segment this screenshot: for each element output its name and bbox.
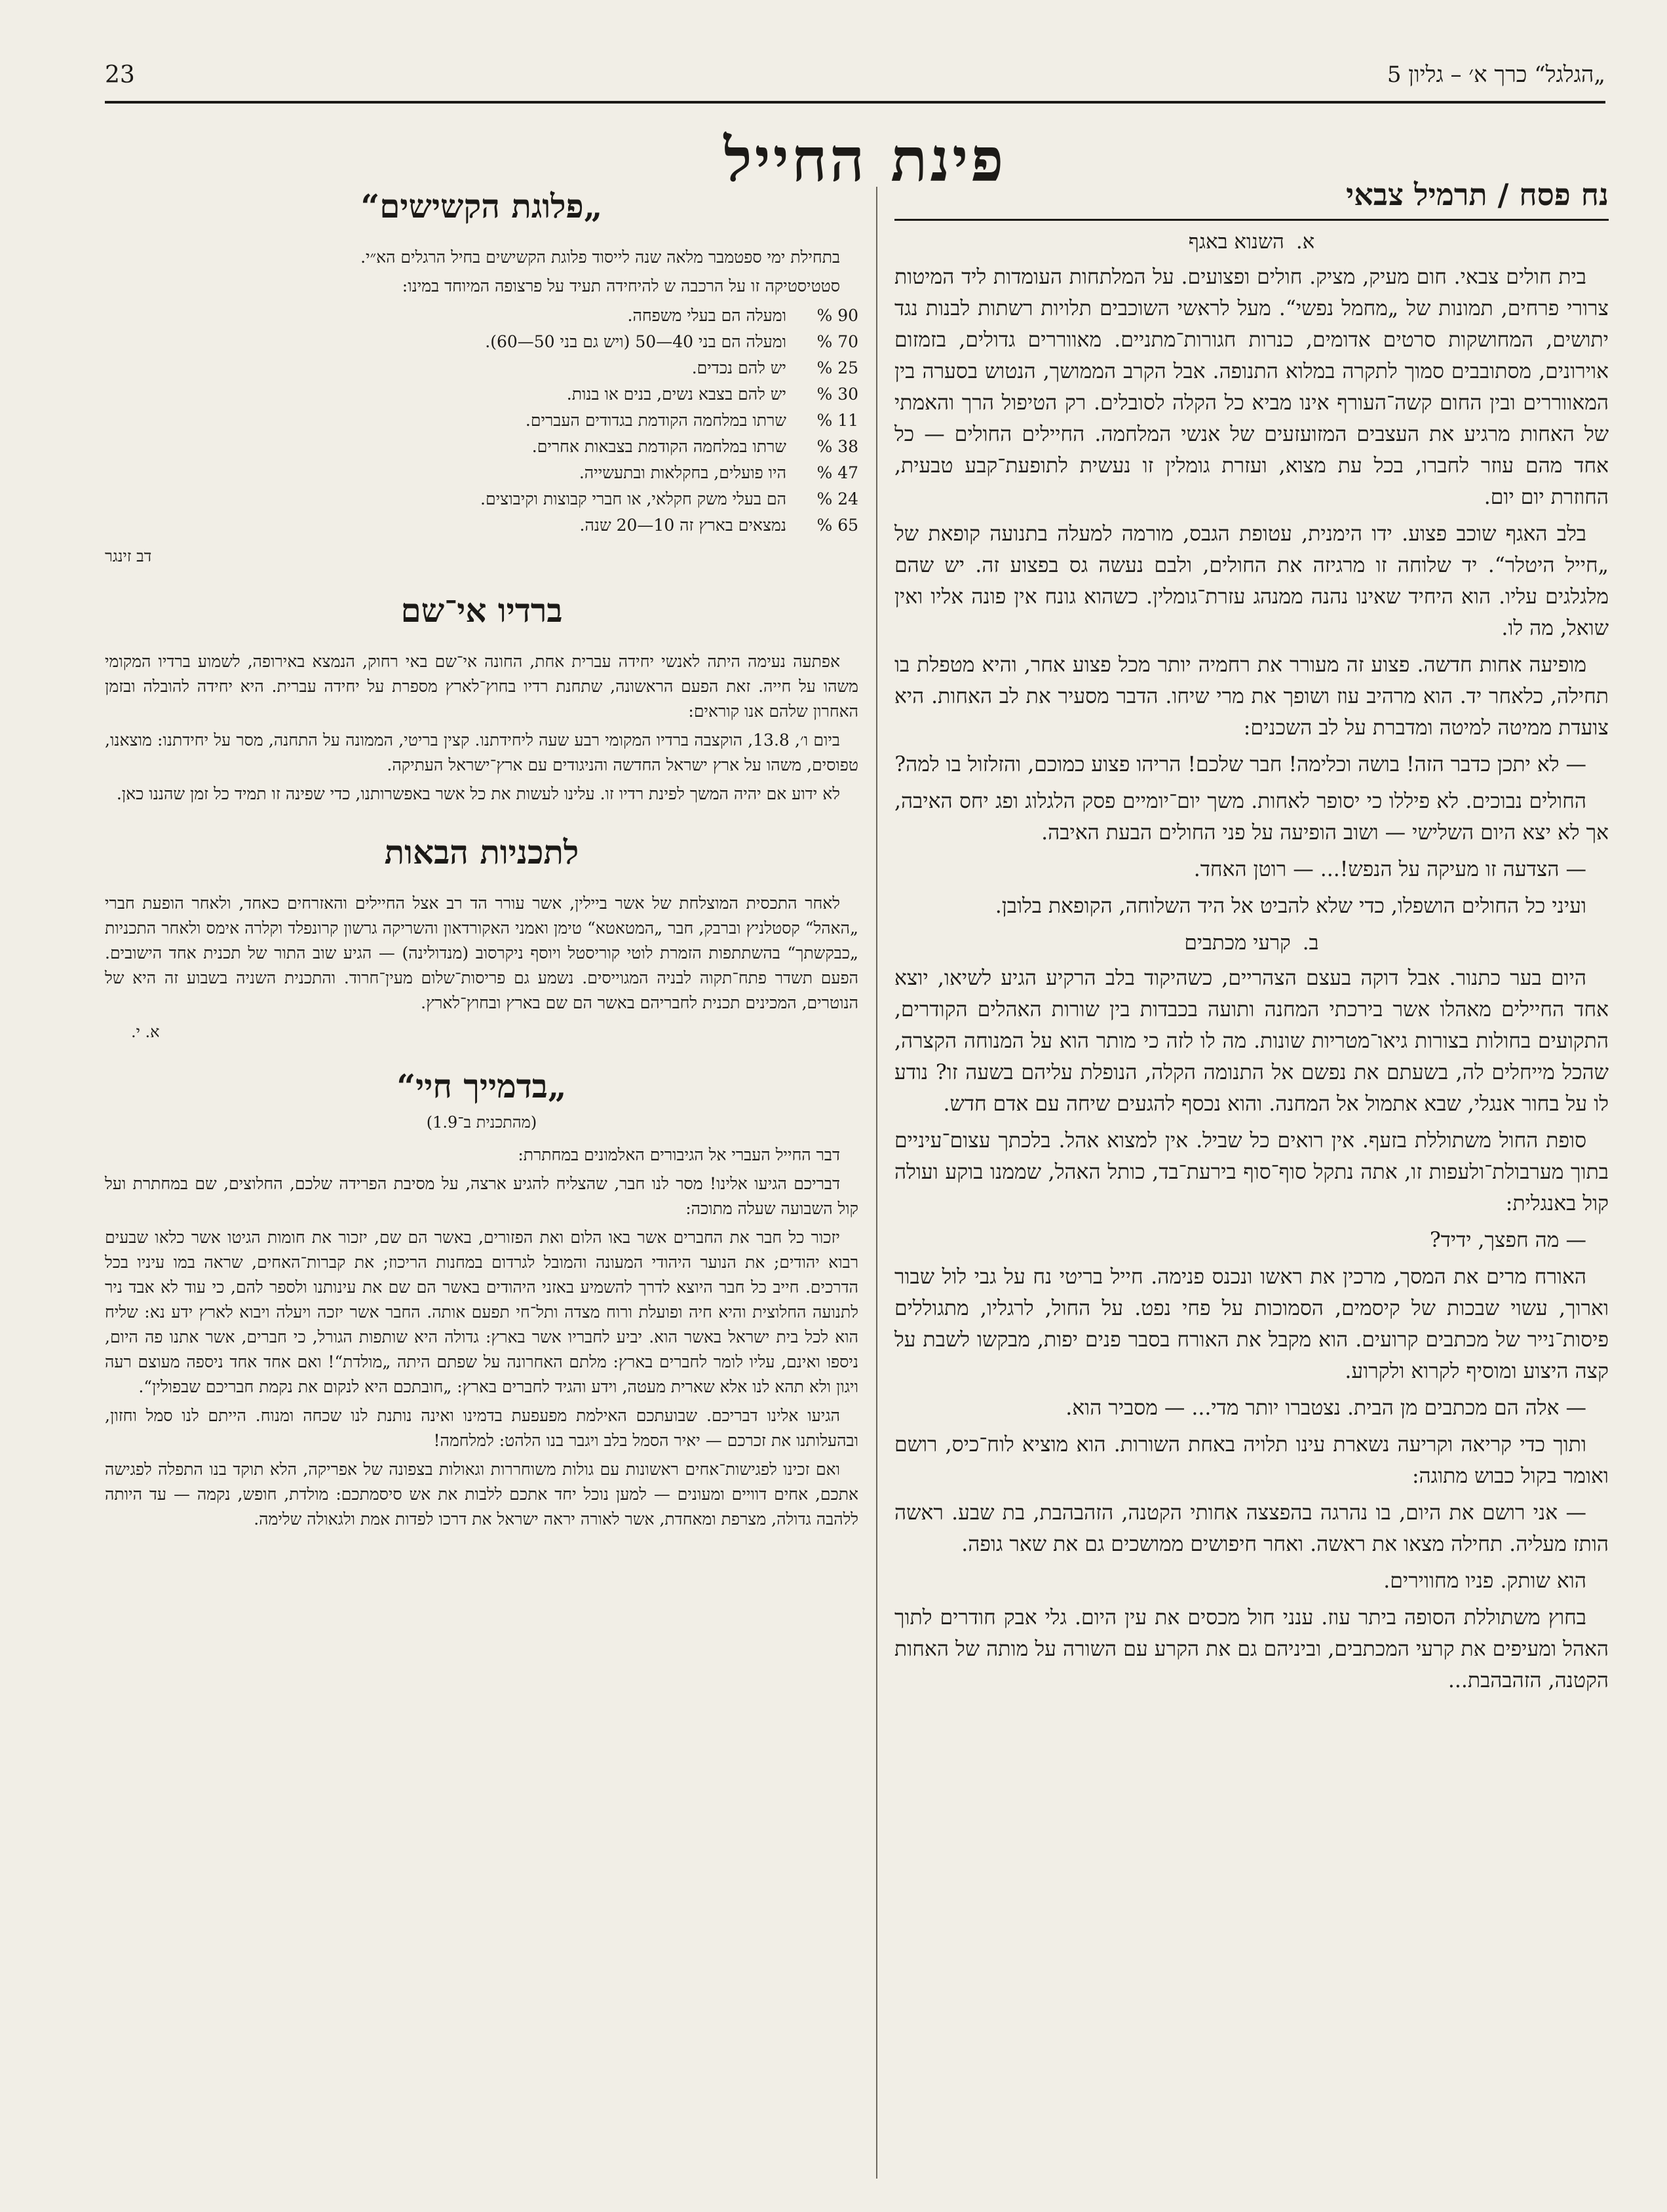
section-b-heading: [894, 931, 1609, 955]
stat-text: שרתו במלחמה הקודמת בגדודים העברים.: [525, 411, 786, 430]
section-b-title: קרעי מכתבים: [1184, 931, 1291, 955]
elders-article: [105, 245, 858, 569]
stat-text: שרתו במלחמה הקודמת בצבאות אחרים.: [531, 437, 786, 456]
section-a-body: [894, 261, 1609, 922]
column-divider: [876, 187, 877, 2179]
section-a-heading: [894, 230, 1609, 254]
page-number: 23: [105, 62, 135, 88]
paragraph: — לא יתכן כדבר הזה! בושה וכלימה! חבר שלכם! הריהו פצוע כמוכם, והזלזול בו למה?: [894, 753, 1586, 776]
paragraph: יזכור כל חבר את החברים אשר באו הלום ואת הפזורים, באשר הם שם, יזכור את חומות הגיטו אשר כלאו שבעים רבוא יהודים; את הנוער היהודי המעונה והמובל לגרדום במחנות הריכוז; את קברות־האחים, שראה במו עיניו בכל הדרכים. חייב כל חבר היוצא לדרך להשמיע באזני היהודים באשר הם שם את עינותנו ולספר להם, כי עוד לא אבד ניר לתנועה החלוצית והיא חיה ופועלת ורוח מצדה ותל־חי תפעם אותה. החבר אשר יזכה ויעלה ויבוא לארץ ידע נא: שליח הוא לכל בית ישראל באשר הוא. יביע לחבריו אשר בארץ: גדולה היא שותפות הגורל, כי חברים, אשר אתנו פה היום, ניספו ואינם, עליו לומר לחברים בארץ: מלתם האחרונה על שפתם היתה „מולדת“! ואם אחד אחד ניספה מעוצם רעה ויגון ולא תהא לנו אלא שארית מעטה, וידע והגיד לחברים בארץ: „חובתכם היא לנקום את נקמת חבריכם שבפולין“.: [105, 1228, 858, 1396]
stat-text: יש להם בצבא נשים, בנים או בנות.: [566, 385, 786, 404]
stat-percent: 30 %: [816, 385, 858, 404]
stat-percent: 47 %: [816, 463, 858, 482]
paragraph: אפתעה נעימה היתה לאנשי יחידה עברית אחת, החונה אי־שם באי רחוק, הנמצא באירופה, לשמוע ברדיו המקומי משהו על חייה. זאת הפעם הראשונה, שתחנת רדיו בחוץ־לארץ מספרת על יחידה עברית. היא יחידה להובלה ובזמן האחרון שלהם אנו קוראים:: [105, 652, 858, 721]
main-title: פינת החייל: [723, 124, 1006, 195]
bidmeich-article: [105, 1143, 858, 1532]
page-header: [105, 58, 1605, 104]
paragraph: ועיני כל החולים הושפלו, כדי שלא להביט אל היד השלוחה, הקופאת בלובן.: [995, 894, 1586, 918]
stat-percent: 65 %: [816, 516, 858, 535]
plans-article: [105, 891, 858, 1044]
elders-title: „פלוגת הקשישים“: [360, 187, 603, 225]
stat-row: [105, 434, 858, 460]
running-head: „הגלגל“ כרך א׳ – גליון 5: [1387, 62, 1605, 88]
stat-percent: 70 %: [816, 332, 858, 351]
left-column: [105, 187, 858, 1536]
paragraph: בלב האגף שוכב פצוע. ידו הימנית, עטופת הגבס, מורמה למעלה בתנועה קופאת של „חייל היטלר“. יד שלוחה זו מרגיזה את החולים, ולבם נעשה גס בפצוע זה. יש שהם מלגלגים עליו. הוא היחיד שאינו נהנה ממנהג עזרת־גומלין. כשהוא גונח אין פונה אליו ואין שואל, מה לו.: [894, 522, 1609, 640]
stat-row: [105, 381, 858, 408]
plans-title: לתכניות הבאות: [384, 833, 579, 871]
stat-text: ומעלה הם בעלי משפחה.: [627, 306, 786, 325]
stat-text: נמצאים בארץ זה 10—20 שנה.: [579, 516, 786, 535]
paragraph: — מה חפצך, ידיד?: [1429, 1229, 1586, 1252]
paragraph: סטטיסטיקה זו על הרכבה ש להיחידה תעיד על פרצופה המיוחד במינו:: [402, 276, 840, 296]
paragraph: בחוץ משתוללת הסופה ביתר עוז. ענני חול מכסים את עין היום. גלי אבק חודרים לתוך האהל ומעיפים את קרעי המכתבים, וביניהם גם את הקרע עם השורה על מותה של האחות הקטנה, הזהבהבת...: [894, 1606, 1609, 1692]
stat-percent: 25 %: [816, 358, 858, 377]
stat-row: [105, 486, 858, 512]
paragraph: היום בער כתנור. אבל דוקה בעצם הצהריים, כשהיקוד בלב הרקיע הגיע לשיאו, יוצא אחד החיילים מאהלו אשר בירכתי המחנה ותועה בכבדות בין שורות האהלים הקודרים, התקועים בחולות בצורות גיאו־מטריות שונות. מה לו לזה כי מותר הוא על המנוחה הקצרה, שהכל מייחלים לה, בשעתם את נפשם אל התנומה הקלה, הנופלת עליהם בשעה זו? נודע לו על בחור אנגלי, שבא אתמול אל המחנה. והוא נכסף להגעים שיחה עם אדם חדש.: [894, 966, 1609, 1116]
bidmeich-subtitle: (מהתכנית ב־1.9): [426, 1113, 537, 1132]
stat-text: הם בעלי משק חקלאי, או חברי קבוצות וקיבוצים.: [480, 489, 786, 508]
stat-row: [105, 355, 858, 381]
paragraph: — הצדעה זו מעיקה על הנפש!... — רוטן האחד.: [1193, 858, 1586, 881]
paragraph: מופיעה אחות חדשה. פצוע זה מעורר את רחמיה יותר מכל פצוע אחר, והיא מטפלת בו תחילה, כלאחר יד. הוא מרהיב עוז ושופך את מרי שיחו. הדבר מסעיר את לב האחות. היא צועדת ממיטה למיטה ומדברת על לב השכנים:: [894, 653, 1609, 740]
paragraph: ביום ו׳, 13.8, הוקצבה ברדיו המקומי רבע שעה ליחידתנו. קצין בריטי, הממונה על התחנה, מסר על יחידתנו: מוצאנו, טפוסים, משהו על ארץ ישראל החדשה והניגודים עם ארץ־ישראל העתיקה.: [105, 731, 858, 774]
paragraph: דבריכם הגיעו אלינו! מסר לנו חבר, שהצליח להגיע ארצה, על מסיבת הפרידה שלכם, החלוצים, שם במחתרת ועל קול השבועה שעלה מתוכה:: [105, 1174, 858, 1218]
radio-article: [105, 649, 858, 807]
radio-title: ברדיו אי־שם: [400, 591, 563, 630]
paragraph: הגיעו אלינו דבריכם. שבועתכם האילמת מפעפעת בדמינו ואינה נותנת לנו שכחה ומנוח. הייתם לנו סמל וחזון, ובהעלותנו את זכרכם — יאיר הסמל בלב ויגבר בנו הלהט: למלחמה!: [105, 1406, 858, 1450]
paragraph: לאחר התכסית המוצלחת של אשר ביילין, אשר עורר הד רב אצל החיילים והאזרחים כאחד, ולאחר הופעת חברי „האהל“ קסטלניץ וברבק, חבר „המטאטא“ טימן ואמני האקורדאון והשריקה גרשון קרונפלד וקלרה אימס ולאחר התכניות „כבקשתך“ בהשתתפות הזמרת לוטי קוריסטל ויוסף ניקרסוב (מנדולינה) — הגיע שוב התור של תכנית אחד הישובים. הפעם תשדר פתח־תקוה לבניה המגוייסים. נשמע גם פריסות־שלום מעין־חרוד. והתכנית השניה בשבוע זה היא של הנוטרים, המכינים תכנית לחבריהם באשר הם שם בארץ ובחוץ־לארץ.: [105, 894, 858, 1012]
right-column-heading: נח פסח / תרמיל צבאי: [894, 177, 1609, 221]
stat-row: [105, 408, 858, 434]
paragraph: דבר החייל העברי אל הגיבורים האלמונים במחתרת:: [518, 1145, 840, 1164]
paragraph: הוא שותק. פניו מחווירים.: [1383, 1569, 1586, 1593]
paragraph: ותוך כדי קריאה וקריעה נשארת עינו תלויה באחת השורות. הוא מוציא לוח־כיס, רושם ואומר בקול כבוש מתוגה:: [894, 1433, 1609, 1488]
stat-text: היו פועלים, בחקלאות ובתעשייה.: [579, 463, 786, 482]
paragraph: בית חולים צבאי. חום מעיק, מציק. חולים ופצועים. על המלתחות העומדות ליד המיטות צרורי פרחים, תמונות של „מחמל נפשי“. מעל לראשי השוכבים תלויות רשתות לבנות נגד יתושים, המחושקות סרטים אדומים, כנרות חגורות־מתניים. מאווררים גדולים, בזמזום אוירונים, מסתובבים סמוך לתקרה במלוא התנופה. אבל הקרב הממושך, הנטוש בסערה בין המאווררים ובין החום קשה־העורף אינו מביא כל הקלה לסובלים. רק הטיפול הרך והאמתי של האחות מרגיע את העצבים המזועזעים של אנשי המלחמה. החיילים החולים — כל אחד מהם עוזר לחברו, בכל עת מצוא, ועזרת גומלין זו נעשית לתופעת־קבע טבעית, החוזרת יום יום.: [894, 265, 1609, 509]
bidmeich-title: „בדמייך חיי“: [396, 1067, 567, 1105]
stat-row: [105, 460, 858, 486]
paragraph: ואם זכינו לפגישות־אחים ראשונות עם גולות משוחררות וגאולות בצפונה של אפריקה, הלא תוקד בנו התפלה לפגישה אתכם, אחים דוויים ומעונים — למען נוכל יחד אתכם ללבות את אש סיסמתכם: מולדת, חופש, נקמה — עד היותה ללהבה גדולה, מצרפת ומאחדת, אשר לאורה יראה ישראל את דרכו לפדות אמת ולגאולה שלימה.: [105, 1460, 858, 1529]
plans-signature: א. י.: [131, 1023, 160, 1041]
elders-stats-list: [105, 303, 858, 539]
paragraph: סופת החול משתוללת בזעף. אין רואים כל שביל. אין למצוא אהל. בלכתך עצום־עיניים בתוך מערבולת־ולעפות זו, אתה נתקל סוף־סוף בירעת־בד, כותל האהל, שממנו בוקע ועולה קול באנגלית:: [894, 1129, 1609, 1215]
stat-text: יש להם נכדים.: [691, 358, 786, 377]
paragraph: החולים נבוכים. לא פיללו כי יסופר לאחות. משך יום־יומיים פסק הלגלוג ופג יחס האיבה, אך לא יצא היום השלישי — ושוב הופיעה על פני החולים הבעת האיבה.: [894, 790, 1609, 845]
paragraph: לא ידוע אם יהיה המשך לפינת רדיו זו. עלינו לעשות את כל אשר באפשרותנו, כדי שפינה זו תמיד כל זמן שהננו כאן.: [116, 784, 840, 803]
right-column: [894, 177, 1609, 1702]
paragraph: — אני רושם את היום, בו נהרגה בהפצצה אחותי הקטנה, הזהבהבת, בת שבע. ראשה הותז מעליה. תחילה מצאו את ראשה. ואחר חיפושים ממושכים גם את שאר גופה.: [894, 1501, 1609, 1556]
section-b-body: [894, 963, 1609, 1696]
stat-text: ומעלה הם בני 40—50 (ויש גם בני 50—60).: [485, 332, 786, 351]
paragraph: האורח מרים את המסך, מרכין את ראשו ונכנס פנימה. חייל בריטי נח על גבי לול שבור וארוך, עשוי שבכות של קיסמים, הסמוכות על פחי נפט. על החול, לרגליו, מתגוללים פיסות־נייר של מכתבים קרועים. הוא מקבל את האורח בסבר פנים יפות, מבקשו לשבת על קצה היצוע ומוסיף לקרוא ולקרוע.: [894, 1265, 1609, 1383]
stat-row: [105, 303, 858, 329]
paragraph: — אלה הם מכתבים מן הבית. נצטברו יותר מדי... — מסביר הוא.: [1065, 1396, 1586, 1420]
section-b-number: ב.: [1302, 931, 1319, 955]
elders-signature: דב זינגר: [105, 547, 152, 565]
stat-percent: 11 %: [816, 411, 858, 430]
stat-row: [105, 512, 858, 539]
paragraph: בתחילת ימי ספטמבר מלאה שנה לייסוד פלוגת הקשישים בחיל הרגלים הא״י.: [360, 248, 840, 267]
stat-percent: 38 %: [816, 437, 858, 456]
stat-percent: 24 %: [816, 489, 858, 508]
stat-row: [105, 329, 858, 355]
section-a-title: השנוא באגף: [1188, 230, 1284, 254]
stat-percent: 90 %: [816, 306, 858, 325]
section-a-number: א.: [1295, 230, 1315, 254]
